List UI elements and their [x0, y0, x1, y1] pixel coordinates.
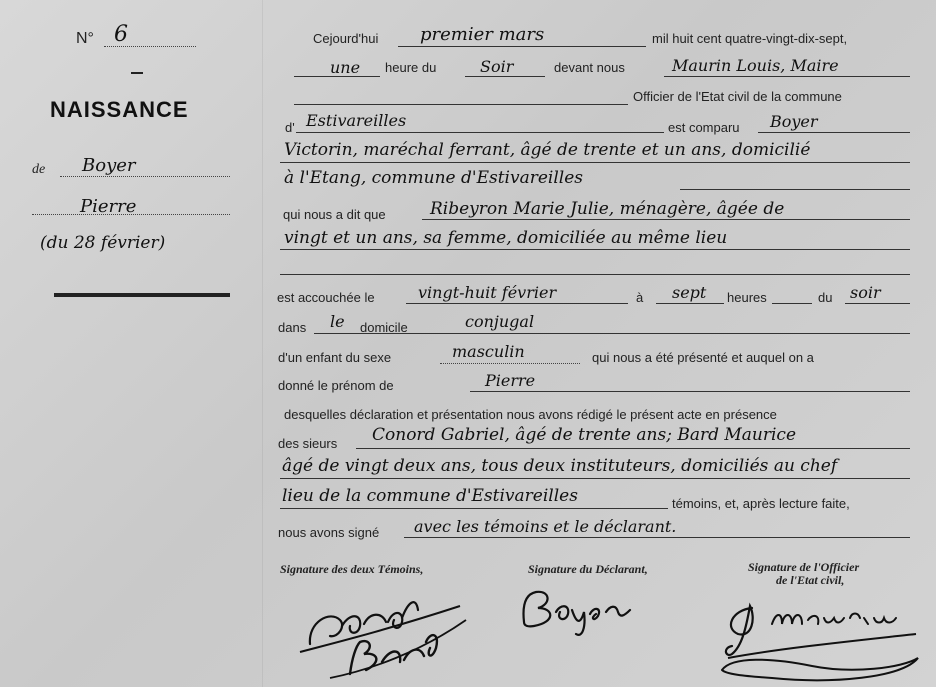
l2-rule-b	[465, 76, 545, 77]
l17-closing-hand: avec les témoins et le déclarant.	[414, 517, 677, 536]
act-number-value: 6	[114, 22, 128, 47]
officer-signature-image	[712, 588, 928, 684]
l10-le-hand: le	[330, 312, 345, 331]
l14-printed-a: des sieurs	[278, 436, 338, 451]
record-type-title: NAISSANCE	[50, 97, 189, 122]
l7-printed-a: qui nous a dit que	[283, 207, 386, 222]
l9-printed-a: est accouchée le	[277, 290, 375, 305]
l1-rule	[398, 46, 646, 47]
l4-printed-c: est comparu	[668, 120, 740, 135]
l11-rule	[440, 363, 580, 364]
l12-printed-a: donné le prénom de	[278, 378, 394, 393]
l11-printed-c: qui nous a été présenté et auquel on a	[592, 350, 814, 365]
l5-rule	[280, 162, 910, 163]
l15-rule	[280, 478, 910, 479]
l3-rule	[294, 104, 628, 105]
l2-rule-c	[664, 76, 910, 77]
l2-rule-a	[294, 76, 380, 77]
l4-declarant-hand: Boyer	[770, 112, 818, 131]
l10-printed-a: dans	[278, 320, 307, 335]
l10-conjugal-hand: conjugal	[465, 312, 535, 331]
l10-rule	[314, 333, 910, 334]
officer-signature-label-2: de l'Etat civil,	[776, 573, 845, 587]
l16-hand: lieu de la commune d'Estivareilles	[282, 486, 578, 506]
l14-witnesses-hand: Conord Gabriel, âgé de trente ans; Bard Maurice	[372, 425, 797, 445]
l1-printed-c: mil huit cent quatre-vingt-dix-sept,	[652, 31, 848, 46]
separator-dash	[131, 72, 143, 74]
de-label: de	[32, 162, 46, 177]
l14-rule	[356, 448, 910, 449]
l12-name-hand: Pierre	[485, 371, 536, 390]
l9-rule-c	[772, 303, 812, 304]
l17-rule	[404, 537, 910, 538]
l9-rule-a	[406, 303, 628, 304]
l16-printed-b: témoins, et, après lecture faite,	[672, 496, 850, 511]
l2-printed-b: heure du	[385, 60, 437, 75]
l15-hand: âgé de vingt deux ans, tous deux instituteurs, domiciliés au chef	[282, 456, 838, 476]
l8-rule-blank	[280, 274, 910, 275]
left-closing-bar	[54, 293, 230, 297]
l10-printed-c: domicile	[360, 320, 408, 335]
act-number-label: N°	[76, 30, 94, 47]
l4-rule-a	[296, 132, 664, 133]
officer-signature-label-1: Signature de l'Officier	[748, 560, 860, 574]
declarant-signature-label: Signature du Déclarant,	[528, 562, 648, 576]
child-surname: Boyer	[82, 155, 136, 176]
act-number-rule	[104, 46, 196, 47]
l17-printed-a: nous avons signé	[278, 525, 380, 540]
l9-rule-b	[656, 303, 724, 304]
l9-printed-e: heures	[727, 290, 767, 305]
l2-hour-hand: une	[330, 58, 361, 77]
l9-rule-d	[845, 303, 910, 304]
firstname-rule	[32, 214, 230, 215]
l6-hand: à l'Etang, commune d'Estivareilles	[284, 168, 584, 188]
surname-rule	[60, 176, 230, 177]
l9-printed-f: du	[818, 290, 833, 305]
l2-mayor-hand: Maurin Louis, Maire	[672, 56, 839, 75]
column-divider	[262, 0, 263, 687]
l7-rule	[422, 219, 910, 220]
l9-date-hand: vingt-huit février	[418, 283, 557, 302]
l5-hand: Victorin, maréchal ferrant, âgé de trente et un ans, domicilié	[284, 140, 811, 160]
l4-commune-hand: Estivareilles	[306, 111, 407, 130]
l9-hour-hand: sept	[672, 283, 707, 302]
l3-printed-a: Officier de l'Etat civil de la commune	[633, 89, 842, 104]
l2-printed-d: devant nous	[554, 60, 625, 75]
l12-rule	[470, 391, 910, 392]
birth-date-note: (du 28 février)	[40, 233, 166, 253]
l1-printed-a: Cejourd'hui	[313, 31, 379, 46]
l11-sex-hand: masculin	[452, 342, 525, 361]
witness-signature-label: Signature des deux Témoins,	[280, 562, 424, 576]
l11-printed-a: d'un enfant du sexe	[278, 350, 392, 365]
l7-mother-hand: Ribeyron Marie Julie, ménagère, âgée de	[430, 199, 785, 219]
declarant-signature-image	[510, 582, 660, 642]
l13-printed: desquelles déclaration et présentation nous avons rédigé le présent acte en présence	[284, 407, 777, 422]
l4-printed-a: d'	[285, 120, 295, 135]
l1-date-hand: premier mars	[420, 24, 545, 45]
l9-period-hand: soir	[850, 283, 881, 302]
l8-rule	[280, 249, 910, 250]
l8-hand: vingt et un ans, sa femme, domiciliée au même lieu	[284, 228, 728, 248]
l2-period-hand: Soir	[480, 57, 514, 76]
witness-signatures-image	[290, 582, 480, 682]
child-firstname: Pierre	[80, 196, 137, 217]
l6-rule	[680, 189, 910, 190]
l9-printed-c: à	[636, 290, 644, 305]
l4-rule-b	[758, 132, 910, 133]
l16-rule	[280, 508, 668, 509]
